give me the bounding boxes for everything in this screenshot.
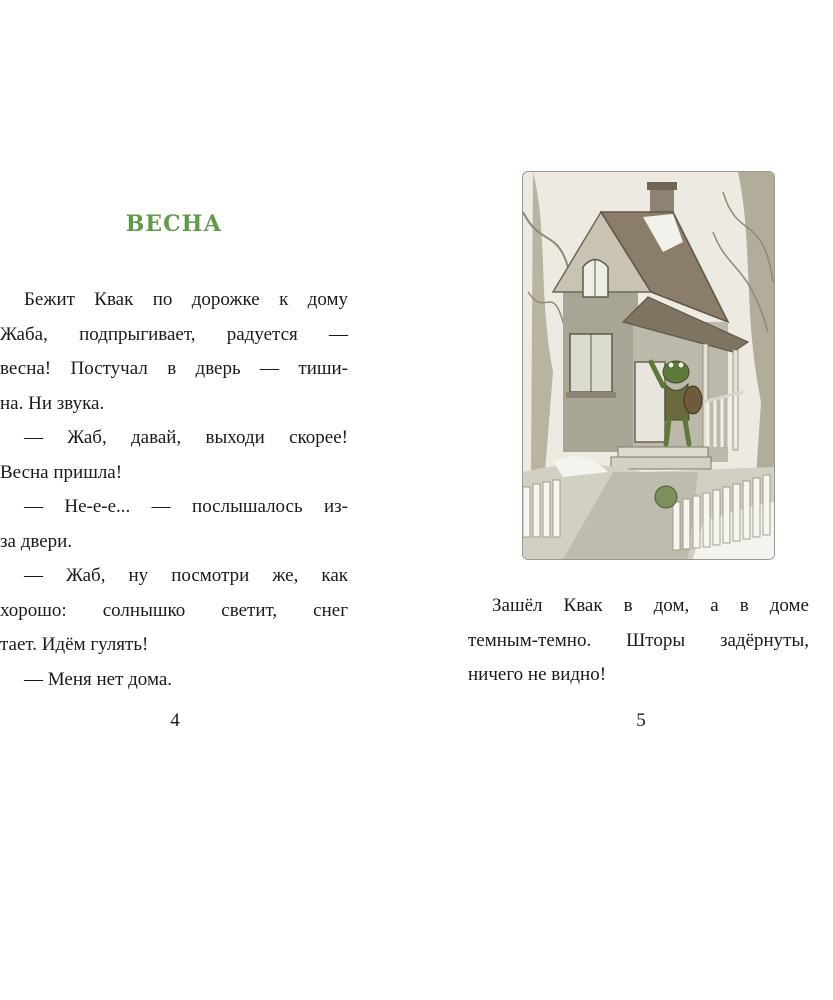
text-line: Бежит Квак по дорожке к дому (24, 289, 348, 310)
left-page (0, 0, 416, 1000)
text-line: Весна пришла! (0, 461, 123, 483)
illustration-drawing (523, 172, 774, 559)
right-page-text (468, 589, 809, 693)
frog-at-house-illustration (522, 171, 775, 560)
text-line: — Жаб, давай, выходи скорее! (24, 427, 348, 448)
left-page-text (0, 283, 348, 697)
text-line: Жаба, подпрыгивает, радуется — (0, 323, 348, 345)
text-line: — Жаб, ну посмотри же, как (24, 565, 348, 586)
chapter-title: ВЕСНА (125, 211, 223, 237)
text-line: темным-темно. Шторы задёрнуты, (468, 629, 809, 651)
page-number-left: 4 (170, 710, 180, 731)
text-line: — Не-е-е... — послышалось из- (24, 496, 348, 517)
text-line: за двери. (0, 530, 73, 552)
text-line: тает. Идём гулять! (0, 634, 149, 655)
text-line: Зашёл Квак в дом, а в доме (492, 595, 809, 616)
text-line: весна! Постучал в дверь — тиши- (0, 358, 348, 379)
page-number-right: 5 (636, 710, 646, 731)
right-page (416, 0, 833, 1000)
text-line: ничего не видно! (468, 664, 607, 685)
text-line: на. Ни звука. (0, 392, 105, 414)
text-line: хорошо: солнышко светит, снег (0, 599, 348, 621)
text-line: — Меня нет дома. (24, 668, 173, 690)
